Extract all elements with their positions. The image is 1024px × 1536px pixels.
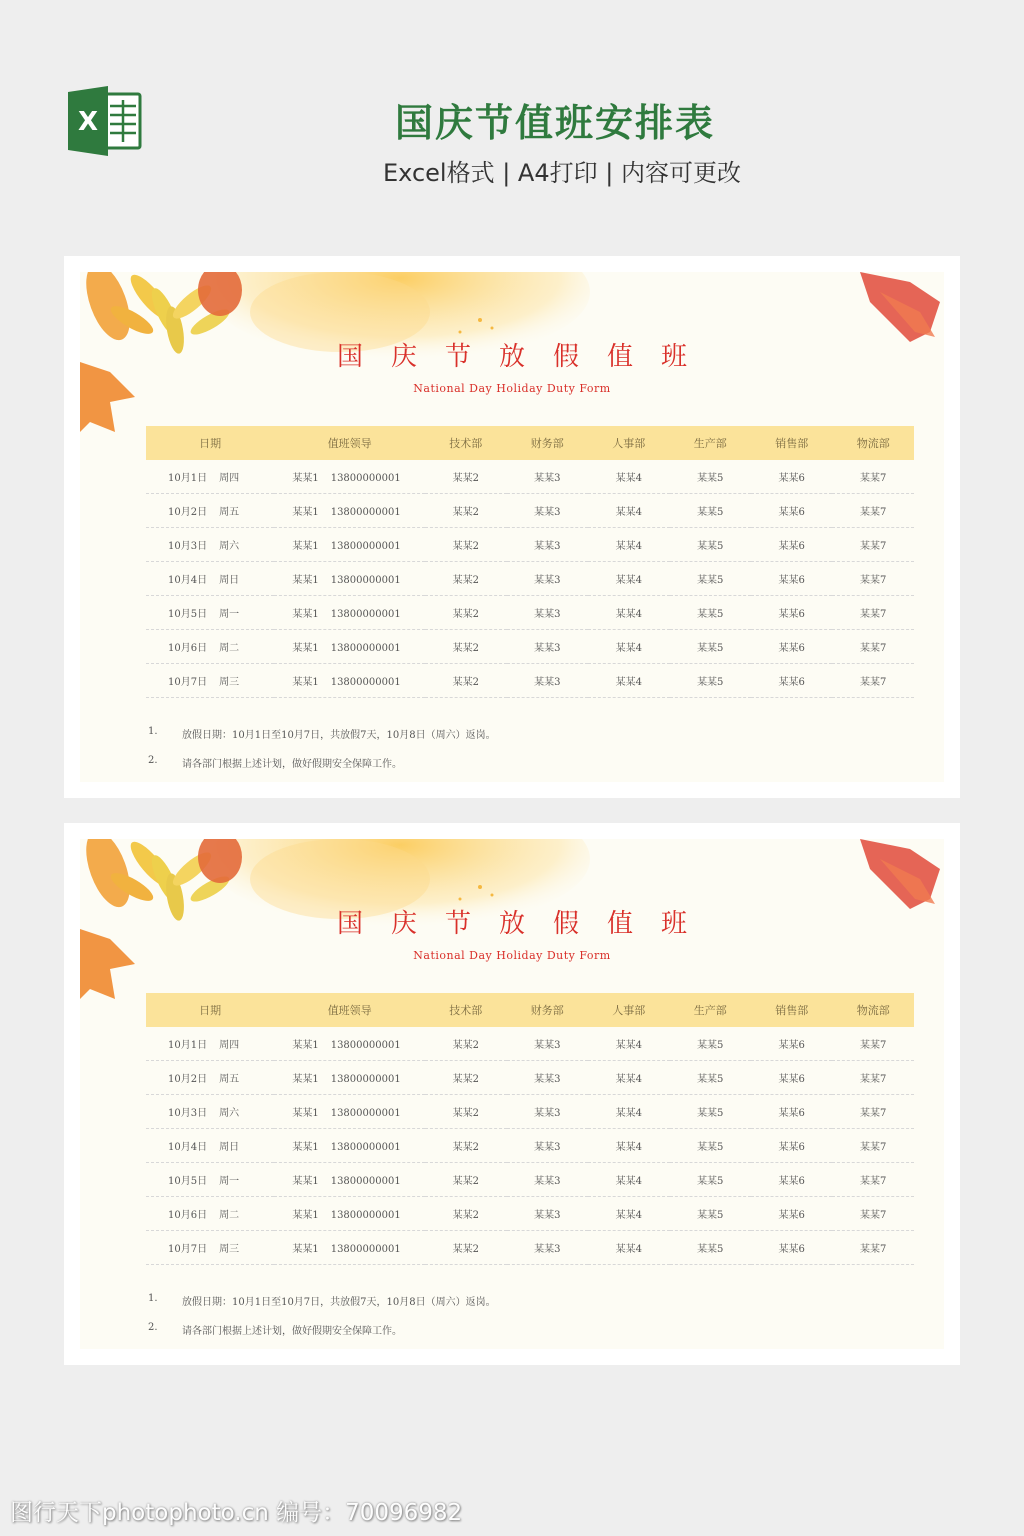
col-finance: 财务部 xyxy=(507,993,588,1027)
date-text: 10月6日 xyxy=(168,643,208,654)
cell-logistics: 某某7 xyxy=(832,1163,914,1197)
leader-name: 某某1 xyxy=(292,1244,319,1255)
cell-date xyxy=(146,630,274,664)
table-row xyxy=(146,596,914,630)
date-text: 10月1日 xyxy=(168,1040,208,1051)
weekday-text: 周五 xyxy=(219,507,240,518)
leader-phone: 13800000001 xyxy=(330,609,401,620)
cell-sales: 某某6 xyxy=(751,562,832,596)
leader-name: 某某1 xyxy=(292,677,319,688)
cell-finance: 某某3 xyxy=(507,1061,588,1095)
leader-phone: 13800000001 xyxy=(330,575,401,586)
cell-hr: 某某4 xyxy=(588,664,669,698)
leader-phone: 13800000001 xyxy=(330,1210,401,1221)
cell-tech: 某某2 xyxy=(425,664,506,698)
cell-logistics: 某某7 xyxy=(832,1197,914,1231)
cell-logistics: 某某7 xyxy=(832,596,914,630)
table-row xyxy=(146,1129,914,1163)
cell-leader xyxy=(274,596,425,630)
cell-leader xyxy=(274,630,425,664)
cell-finance: 某某3 xyxy=(507,1163,588,1197)
cell-finance: 某某3 xyxy=(507,1197,588,1231)
col-hr: 人事部 xyxy=(588,993,669,1027)
cell-sales: 某某6 xyxy=(751,1197,832,1231)
note-text: 请各部门根据上述计划，做好假期安全保障工作。 xyxy=(182,1326,402,1337)
cell-production: 某某5 xyxy=(670,494,751,528)
duty-sheet-2 xyxy=(64,823,960,1365)
leader-phone: 13800000001 xyxy=(330,507,401,518)
cell-leader xyxy=(274,1231,425,1265)
cell-logistics: 某某7 xyxy=(832,664,914,698)
col-tech: 技术部 xyxy=(425,993,506,1027)
note-item xyxy=(146,1322,906,1349)
col-leader: 值班领导 xyxy=(274,993,425,1027)
cell-date xyxy=(146,1231,274,1265)
notes xyxy=(146,1293,906,1349)
cell-date xyxy=(146,1197,274,1231)
cell-date xyxy=(146,1061,274,1095)
cell-production: 某某5 xyxy=(670,1197,751,1231)
cell-tech: 某某2 xyxy=(425,1129,506,1163)
cell-leader xyxy=(274,1197,425,1231)
col-production: 生产部 xyxy=(670,993,751,1027)
cell-date xyxy=(146,1027,274,1061)
leader-phone: 13800000001 xyxy=(330,541,401,552)
cell-hr: 某某4 xyxy=(588,494,669,528)
cell-finance: 某某3 xyxy=(507,1027,588,1061)
cell-tech: 某某2 xyxy=(425,528,506,562)
cell-production: 某某5 xyxy=(670,1231,751,1265)
table-row xyxy=(146,494,914,528)
cell-date xyxy=(146,1095,274,1129)
cell-production: 某某5 xyxy=(670,596,751,630)
cell-production: 某某5 xyxy=(670,1061,751,1095)
cell-tech: 某某2 xyxy=(425,460,506,494)
cell-logistics: 某某7 xyxy=(832,460,914,494)
col-sales: 销售部 xyxy=(751,426,832,460)
cell-leader xyxy=(274,1027,425,1061)
cell-tech: 某某2 xyxy=(425,494,506,528)
cell-date xyxy=(146,1163,274,1197)
cell-sales: 某某6 xyxy=(751,460,832,494)
weekday-text: 周三 xyxy=(219,1244,240,1255)
col-leader: 值班领导 xyxy=(274,426,425,460)
date-text: 10月7日 xyxy=(168,1244,208,1255)
date-text: 10月7日 xyxy=(168,677,208,688)
cell-leader xyxy=(274,528,425,562)
date-text: 10月4日 xyxy=(168,575,208,586)
cell-leader xyxy=(274,1163,425,1197)
cell-logistics: 某某7 xyxy=(832,1129,914,1163)
page-title: 国庆节值班安排表 xyxy=(394,101,715,145)
excel-icon xyxy=(68,86,142,156)
weekday-text: 周二 xyxy=(219,1210,240,1221)
note-number: 2. xyxy=(148,1322,158,1333)
cell-hr: 某某4 xyxy=(588,562,669,596)
col-logistics: 物流部 xyxy=(832,993,914,1027)
leader-phone: 13800000001 xyxy=(330,1108,401,1119)
duty-table xyxy=(146,426,914,698)
cell-tech: 某某2 xyxy=(425,630,506,664)
weekday-text: 周一 xyxy=(219,1176,240,1187)
cell-date xyxy=(146,1129,274,1163)
weekday-text: 周四 xyxy=(219,1040,240,1051)
cell-leader xyxy=(274,460,425,494)
cell-leader xyxy=(274,664,425,698)
date-text: 10月5日 xyxy=(168,609,208,620)
cell-production: 某某5 xyxy=(670,1095,751,1129)
duty-table-body xyxy=(146,1027,914,1265)
leader-name: 某某1 xyxy=(292,575,319,586)
note-text: 放假日期：10月1日至10月7日，共放假7天，10月8日（周六）返岗。 xyxy=(182,730,496,741)
cell-tech: 某某2 xyxy=(425,1197,506,1231)
col-logistics: 物流部 xyxy=(832,426,914,460)
col-tech: 技术部 xyxy=(425,426,506,460)
cell-production: 某某5 xyxy=(670,562,751,596)
leader-name: 某某1 xyxy=(292,1074,319,1085)
leader-name: 某某1 xyxy=(292,541,319,552)
cell-sales: 某某6 xyxy=(751,630,832,664)
cell-tech: 某某2 xyxy=(425,1163,506,1197)
cell-leader xyxy=(274,1061,425,1095)
cell-date xyxy=(146,494,274,528)
cell-tech: 某某2 xyxy=(425,1095,506,1129)
page-subtitle: Excel格式 | A4打印 | 内容可更改 xyxy=(383,159,741,187)
leader-phone: 13800000001 xyxy=(330,677,401,688)
cell-finance: 某某3 xyxy=(507,1129,588,1163)
note-item xyxy=(146,755,906,782)
cell-sales: 某某6 xyxy=(751,494,832,528)
cell-production: 某某5 xyxy=(670,1027,751,1061)
cell-tech: 某某2 xyxy=(425,1231,506,1265)
cell-hr: 某某4 xyxy=(588,1197,669,1231)
note-number: 2. xyxy=(148,755,158,766)
note-item xyxy=(146,726,906,755)
weekday-text: 周日 xyxy=(219,575,240,586)
cell-tech: 某某2 xyxy=(425,562,506,596)
table-header-row xyxy=(146,993,914,1027)
table-row xyxy=(146,460,914,494)
table-row xyxy=(146,1095,914,1129)
cell-finance: 某某3 xyxy=(507,664,588,698)
leader-name: 某某1 xyxy=(292,1210,319,1221)
cell-production: 某某5 xyxy=(670,1163,751,1197)
col-finance: 财务部 xyxy=(507,426,588,460)
form-title: 国庆节放假值班 xyxy=(336,909,715,939)
date-text: 10月1日 xyxy=(168,473,208,484)
leader-name: 某某1 xyxy=(292,643,319,654)
cell-sales: 某某6 xyxy=(751,664,832,698)
sheet-canvas xyxy=(80,272,944,782)
table-row xyxy=(146,1163,914,1197)
col-hr: 人事部 xyxy=(588,426,669,460)
form-subtitle: National Day Holiday Duty Form xyxy=(413,949,611,962)
cell-production: 某某5 xyxy=(670,630,751,664)
cell-tech: 某某2 xyxy=(425,1027,506,1061)
table-row xyxy=(146,562,914,596)
cell-hr: 某某4 xyxy=(588,1129,669,1163)
cell-leader xyxy=(274,1129,425,1163)
cell-hr: 某某4 xyxy=(588,1027,669,1061)
form-title: 国庆节放假值班 xyxy=(336,342,715,372)
cell-date xyxy=(146,596,274,630)
cell-leader xyxy=(274,494,425,528)
leader-phone: 13800000001 xyxy=(330,1244,401,1255)
date-text: 10月4日 xyxy=(168,1142,208,1153)
cell-date xyxy=(146,460,274,494)
leader-name: 某某1 xyxy=(292,1176,319,1187)
cell-logistics: 某某7 xyxy=(832,1027,914,1061)
cell-hr: 某某4 xyxy=(588,596,669,630)
weekday-text: 周四 xyxy=(219,473,240,484)
cell-logistics: 某某7 xyxy=(832,1061,914,1095)
duty-table-body xyxy=(146,460,914,698)
cell-leader xyxy=(274,1095,425,1129)
note-text: 请各部门根据上述计划，做好假期安全保障工作。 xyxy=(182,759,402,770)
note-item xyxy=(146,1293,906,1322)
page-header xyxy=(0,0,1024,220)
cell-tech: 某某2 xyxy=(425,596,506,630)
weekday-text: 周一 xyxy=(219,609,240,620)
date-text: 10月6日 xyxy=(168,1210,208,1221)
cell-leader xyxy=(274,562,425,596)
date-text: 10月2日 xyxy=(168,507,208,518)
note-text: 放假日期：10月1日至10月7日，共放假7天，10月8日（周六）返岗。 xyxy=(182,1297,496,1308)
leader-name: 某某1 xyxy=(292,1142,319,1153)
date-text: 10月3日 xyxy=(168,1108,208,1119)
weekday-text: 周五 xyxy=(219,1074,240,1085)
weekday-text: 周六 xyxy=(219,541,240,552)
date-text: 10月3日 xyxy=(168,541,208,552)
table-row xyxy=(146,528,914,562)
cell-finance: 某某3 xyxy=(507,1095,588,1129)
cell-production: 某某5 xyxy=(670,1129,751,1163)
col-sales: 销售部 xyxy=(751,993,832,1027)
cell-hr: 某某4 xyxy=(588,630,669,664)
leader-name: 某某1 xyxy=(292,1040,319,1051)
cell-logistics: 某某7 xyxy=(832,494,914,528)
cell-finance: 某某3 xyxy=(507,630,588,664)
leader-name: 某某1 xyxy=(292,473,319,484)
cell-sales: 某某6 xyxy=(751,528,832,562)
weekday-text: 周日 xyxy=(219,1142,240,1153)
cell-logistics: 某某7 xyxy=(832,1231,914,1265)
col-production: 生产部 xyxy=(670,426,751,460)
cell-hr: 某某4 xyxy=(588,1095,669,1129)
table-row xyxy=(146,1027,914,1061)
cell-logistics: 某某7 xyxy=(832,1095,914,1129)
table-row xyxy=(146,1061,914,1095)
sheet-canvas xyxy=(80,839,944,1349)
cell-finance: 某某3 xyxy=(507,460,588,494)
note-number: 1. xyxy=(148,726,158,737)
cell-sales: 某某6 xyxy=(751,1163,832,1197)
duty-sheet-1 xyxy=(64,256,960,798)
cell-tech: 某某2 xyxy=(425,1061,506,1095)
cell-finance: 某某3 xyxy=(507,562,588,596)
table-row xyxy=(146,1197,914,1231)
cell-logistics: 某某7 xyxy=(832,562,914,596)
table-row xyxy=(146,1231,914,1265)
leader-name: 某某1 xyxy=(292,507,319,518)
cell-finance: 某某3 xyxy=(507,596,588,630)
cell-sales: 某某6 xyxy=(751,596,832,630)
cell-hr: 某某4 xyxy=(588,528,669,562)
cell-hr: 某某4 xyxy=(588,460,669,494)
cell-hr: 某某4 xyxy=(588,1231,669,1265)
note-number: 1. xyxy=(148,1293,158,1304)
cell-date xyxy=(146,528,274,562)
col-date: 日期 xyxy=(146,993,274,1027)
leader-phone: 13800000001 xyxy=(330,1074,401,1085)
date-text: 10月5日 xyxy=(168,1176,208,1187)
cell-finance: 某某3 xyxy=(507,1231,588,1265)
cell-production: 某某5 xyxy=(670,460,751,494)
cell-sales: 某某6 xyxy=(751,1061,832,1095)
cell-hr: 某某4 xyxy=(588,1061,669,1095)
notes xyxy=(146,726,906,782)
table-header-row xyxy=(146,426,914,460)
cell-production: 某某5 xyxy=(670,528,751,562)
cell-finance: 某某3 xyxy=(507,494,588,528)
watermark: 图行天下photophoto.cn 编号：70096982 xyxy=(10,1500,463,1526)
leader-phone: 13800000001 xyxy=(330,1040,401,1051)
cell-sales: 某某6 xyxy=(751,1027,832,1061)
weekday-text: 周三 xyxy=(219,677,240,688)
svg-text:X: X xyxy=(77,107,99,137)
cell-sales: 某某6 xyxy=(751,1231,832,1265)
form-subtitle: National Day Holiday Duty Form xyxy=(413,382,611,395)
cell-logistics: 某某7 xyxy=(832,630,914,664)
leader-phone: 13800000001 xyxy=(330,1142,401,1153)
cell-finance: 某某3 xyxy=(507,528,588,562)
cell-production: 某某5 xyxy=(670,664,751,698)
cell-date xyxy=(146,562,274,596)
table-row xyxy=(146,664,914,698)
cell-sales: 某某6 xyxy=(751,1129,832,1163)
leader-phone: 13800000001 xyxy=(330,1176,401,1187)
table-row xyxy=(146,630,914,664)
leader-name: 某某1 xyxy=(292,609,319,620)
cell-logistics: 某某7 xyxy=(832,528,914,562)
leader-phone: 13800000001 xyxy=(330,473,401,484)
weekday-text: 周二 xyxy=(219,643,240,654)
cell-hr: 某某4 xyxy=(588,1163,669,1197)
cell-sales: 某某6 xyxy=(751,1095,832,1129)
duty-table xyxy=(146,993,914,1265)
weekday-text: 周六 xyxy=(219,1108,240,1119)
leader-phone: 13800000001 xyxy=(330,643,401,654)
leader-name: 某某1 xyxy=(292,1108,319,1119)
cell-date xyxy=(146,664,274,698)
date-text: 10月2日 xyxy=(168,1074,208,1085)
col-date: 日期 xyxy=(146,426,274,460)
